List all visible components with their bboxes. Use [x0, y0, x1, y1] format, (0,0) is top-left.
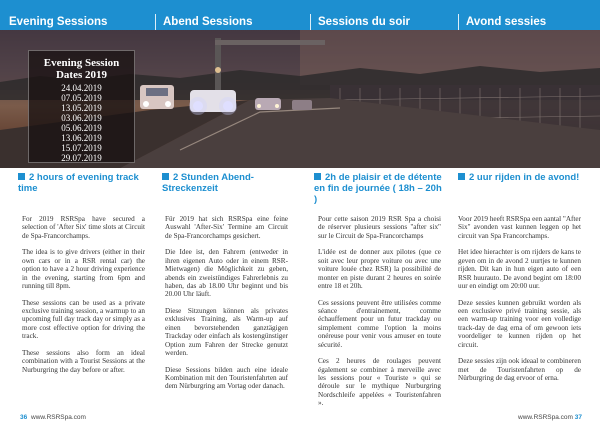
heading-text: 2 hours of evening track time [18, 172, 139, 194]
date-item: 07.05.2019 [61, 93, 102, 103]
tab-abend-sessions: Abend Sessions [155, 14, 311, 30]
heading-bullet-icon [458, 173, 465, 180]
paragraph: Für 2019 hat sich RSRSpa eine feine Auswahl 'After-Six' Termine am Circuit de Spa-Francorchamps gesichert. [165, 215, 288, 240]
heading-text: 2h de plaisir et de détente en fin de journée ( 18h – 20h ) [314, 172, 442, 205]
column-body-de [165, 215, 288, 399]
paragraph: Deze sessies kunnen gebruikt worden als een exclusieve privé training sessie, als een warm-up training voor een volledige track-day de dag erna of om gewoon iets voordeliger te kunnen rijden op het circuit. [458, 298, 581, 349]
footer-url-left[interactable]: www.RSRSpa.com [31, 414, 86, 421]
paragraph: Die Idee ist, den Fahrern (entweder in ihren eigenen Auto oder in einem RSR-Mietwagen) die Möglichkeit zu geben, abends ein zweistündiges Fahrerlebnis zu haben, das ab 18.00 Uhr beginnt und bis 20.00 Uhr läuft. [165, 248, 288, 299]
dates-list [29, 83, 134, 163]
page-number-left: 36 [20, 414, 28, 421]
footer-right [518, 414, 584, 421]
column-heading-en [18, 172, 146, 194]
dates-title [29, 57, 134, 81]
paragraph: These sessions also form an ideal combination with a Tourist Sessions at the Nurburgring the day before or after. [22, 348, 145, 374]
column-body-fr [318, 215, 441, 416]
column-heading-de [162, 172, 292, 194]
date-item: 05.06.2019 [61, 123, 102, 133]
paragraph: Het idee hierachter is om rijders de kans te geven om in de avond 2 uurtjes te kunnen rijden. Dit kan in hun eigen auto of een RSR huurauto. De avond begint om 18:00 uur en eindigt om 20:00 uur. [458, 248, 581, 291]
paragraph: L'idée est de donner aux pilotes (que ce soit avec leur propre voiture ou avec une voiture louée chez RSR) la possibilité de monter en piste durant 2 heures en soirée entre 18 et 20h. [318, 248, 441, 291]
heading-bullet-icon [162, 173, 169, 180]
section-header-bar [0, 0, 600, 30]
paragraph: Diese Sessions bilden auch eine ideale Kombination mit den Touristenfahrten auf dem Nürburgring am Vortag oder danach. [165, 365, 288, 391]
paragraph: Pour cette saison 2019 RSR Spa a choisi de réserver plusieurs sessions "after six" sur le Circuit de Spa-Francorchamps [318, 215, 441, 240]
date-item: 03.06.2019 [61, 113, 102, 123]
tab-avond-sessies: Avond sessies [458, 14, 600, 30]
paragraph: Ces 2 heures de roulages peuvent également se combiner à merveille avec les sessions pour « Touriste » qui se déroule sur le mythique Nurburgring Nordschleife appelées « Touristenfahren ». [318, 357, 441, 408]
tab-sessions-du-soir: Sessions du soir [310, 14, 461, 30]
column-body-en [22, 215, 145, 382]
dates-title-line-1: Evening Session [43, 57, 120, 69]
heading-bullet-icon [314, 173, 321, 180]
paragraph: The idea is to give drivers (either in their own cars or in a RSR rental car) the option to have a 2 hour driving experience in the evening, starting from 6pm and running till 8pm. [22, 248, 145, 291]
column-heading-fr [314, 172, 444, 205]
paragraph: These sessions can be used as a private exclusive training session, a warmup to an upcoming full day track day or simply as a more cost effective option for driving the track. [22, 298, 145, 341]
date-item: 13.06.2019 [61, 133, 102, 143]
paragraph: For 2019 RSRSpa have secured a selection of 'After Six' time slots at Circuit de Spa-Francorchamps. [22, 215, 145, 240]
date-item: 13.05.2019 [61, 103, 102, 113]
footer-url-right[interactable]: www.RSRSpa.com [518, 414, 573, 421]
paragraph: Deze sessies zijn ook ideaal te combineren met de Touristenfahrten op de Nürburgring de dag ervoor of erna. [458, 357, 581, 383]
paragraph: Ces sessions peuvent être utilisées comme séance d'entrainement, comme échauffement pour un futur trackday ou simplement comme l'option la moins onéreuse pour venir vous amuser en toute sécurité. [318, 298, 441, 349]
footer-left [20, 414, 86, 421]
page-number-right: 37 [574, 414, 582, 421]
date-item: 29.07.2019 [61, 153, 102, 163]
heading-bullet-icon [18, 173, 25, 180]
heading-text: 2 uur rijden in de avond! [469, 172, 580, 183]
date-item: 24.04.2019 [61, 83, 102, 93]
tab-evening-sessions: Evening Sessions [9, 16, 108, 28]
dates-title-line-2: Dates 2019 [55, 69, 108, 81]
column-heading-nl [458, 172, 586, 186]
date-item: 15.07.2019 [61, 143, 102, 153]
hero-image [0, 30, 600, 168]
column-body-nl [458, 215, 581, 391]
session-dates-box [28, 50, 135, 163]
paragraph: Voor 2019 heeft RSRSpa een aantal "After Six" avonden vast kunnen leggen op het circuit van Spa Francorchamps. [458, 215, 581, 240]
heading-text: 2 Stunden Abend-Streckenzeit [162, 172, 254, 194]
paragraph: Diese Sitzungen können als privates exklusives Training, als Warm-up auf einen bevorstehenden ganztägigen Trackday oder einfach als kostengünstiger Option zum Fahren der Strecke genutzt werden. [165, 307, 288, 358]
